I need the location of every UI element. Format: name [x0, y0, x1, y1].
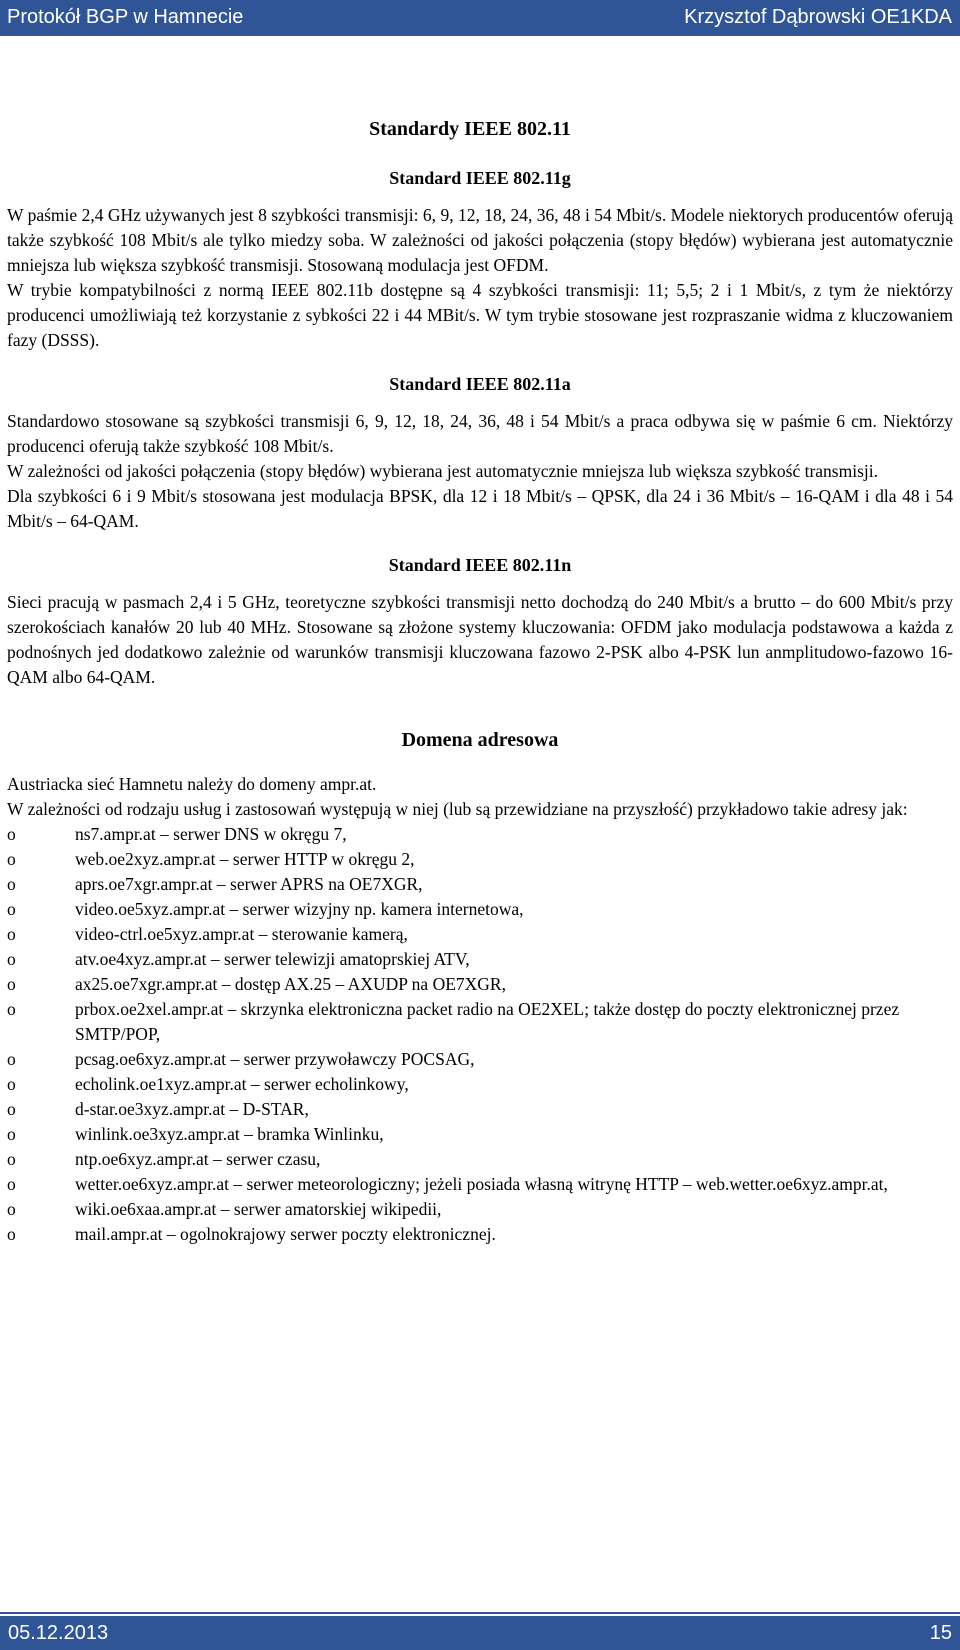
bullet-icon: o — [7, 999, 16, 1019]
page-number: 15 — [929, 1621, 952, 1644]
list-item — [7, 997, 953, 1047]
section-title-standards: Standardy IEEE 802.11 — [369, 118, 571, 140]
list-item-text: wetter.oe6xyz.ampr.at – serwer meteorologiczny; jeżeli posiada własną witrynę HTTP – web.wetter.oe6xyz.ampr.at, — [75, 1174, 888, 1194]
paragraph-80211g-1: W paśmie 2,4 GHz używanych jest 8 szybkości transmisji: 6, 9, 12, 18, 24, 36, 48 i 54 Mbit/s. Modele niektorych producentów oferują także szybkość 108 Mbit/s ale tylko miedzy soba. W zależności od jakości połączenia (stopy błędów) wybierana jest automatycznie mniejsza lub większa szybkość transmisji. Stosowaną modulacja jest OFDM. — [7, 205, 953, 275]
paragraph-domain-1: Austriacka sieć Hamnetu należy do domeny ampr.at. — [7, 774, 377, 794]
list-item — [7, 1147, 953, 1172]
list-item — [7, 1197, 953, 1222]
list-item — [7, 1172, 953, 1197]
header-title: Protokół BGP w Hamnecie — [7, 5, 244, 28]
footer-divider — [0, 1612, 960, 1614]
list-item-text: wiki.oe6xaa.ampr.at – serwer amatorskiej wikipedii, — [75, 1199, 442, 1219]
paragraph-80211a-3: Dla szybkości 6 i 9 Mbit/s stosowana jest modulacja BPSK, dla 12 i 18 Mbit/s – QPSK, dla 24 i 36 Mbit/s – 16-QAM i dla 48 i 54 Mbit/s – 64-QAM. — [7, 486, 953, 531]
bullet-icon: o — [7, 824, 16, 844]
section-title-domain: Domena adresowa — [401, 729, 559, 751]
paragraph-80211a-2: W zależności od jakości połączenia (stopy błędów) wybierana jest automatycznie mniejsza lub większa szybkość transmisji. — [7, 461, 878, 481]
list-item-text: ntp.oe6xyz.ampr.at – serwer czasu, — [75, 1149, 321, 1169]
list-item-text: prbox.oe2xel.ampr.at – skrzynka elektroniczna packet radio na OE2XEL; także dostęp do poczty elektronicznej przez SMTP/POP, — [75, 999, 900, 1044]
bullet-icon: o — [7, 874, 16, 894]
paragraph-80211g-2: W trybie kompatybilności z normą IEEE 802.11b dostępne są 4 szybkości transmisji: 11; 5,5; 2 i 1 Mbit/s, z tym że niektórzy producenci umożliwiają też korzystanie z sybkości 22 i 44 MBit/s. W tym trybie stosowane jest rozpraszanie widma z kluczowaniem fazy (DSSS). — [7, 280, 953, 350]
list-item — [7, 972, 953, 997]
subsection-title-80211n: Standard IEEE 802.11n — [388, 555, 572, 575]
bullet-icon: o — [7, 974, 16, 994]
subsection-title-80211a: Standard IEEE 802.11a — [389, 374, 571, 394]
list-item-text: mail.ampr.at – ogolnokrajowy serwer poczty elektronicznej. — [75, 1224, 496, 1244]
document-body — [7, 115, 953, 1247]
bullet-icon: o — [7, 1049, 16, 1069]
bullet-icon: o — [7, 949, 16, 969]
bullet-icon: o — [7, 1149, 16, 1169]
list-item-text: video-ctrl.oe5xyz.ampr.at – sterowanie kamerą, — [75, 924, 408, 944]
bullet-icon: o — [7, 1099, 16, 1119]
list-item — [7, 1122, 953, 1147]
list-item-text: atv.oe4xyz.ampr.at – serwer telewizji amatoprskiej ATV, — [75, 949, 470, 969]
paragraph-domain-2: W zależności od rodzaju usług i zastosowań występują w niej (lub są przewidziane na przyszłość) przykładowo takie adresy jak: — [7, 799, 908, 819]
bullet-icon: o — [7, 1124, 16, 1144]
list-item-text: ax25.oe7xgr.ampr.at – dostęp AX.25 – AXUDP na OE7XGR, — [75, 974, 506, 994]
paragraph-80211a-1: Standardowo stosowane są szybkości transmisji 6, 9, 12, 18, 24, 36, 48 i 54 Mbit/s a praca odbywa się w paśmie 6 cm. Niektórzy producenci oferują także szybkość 108 Mbit/s. — [7, 411, 953, 456]
footer-date: 05.12.2013 — [8, 1621, 109, 1644]
header-author: Krzysztof Dąbrowski OE1KDA — [684, 5, 952, 28]
list-item-text: winlink.oe3xyz.ampr.at – bramka Winlinku, — [75, 1124, 384, 1144]
list-item — [7, 947, 953, 972]
list-item — [7, 847, 953, 872]
header-divider — [0, 34, 960, 36]
list-item — [7, 922, 953, 947]
list-item-text: echolink.oe1xyz.ampr.at – serwer echolinkowy, — [75, 1074, 409, 1094]
list-item-text: aprs.oe7xgr.ampr.at – serwer APRS na OE7XGR, — [75, 874, 423, 894]
list-item-text: d-star.oe3xyz.ampr.at – D-STAR, — [75, 1099, 309, 1119]
list-item-text: web.oe2xyz.ampr.at – serwer HTTP w okręgu 2, — [75, 849, 415, 869]
paragraph-80211n-1: Sieci pracują w pasmach 2,4 i 5 GHz, teoretyczne szybkości transmisji netto dochodzą do 240 Mbit/s a brutto – do 600 Mbit/s przy szerokościach kanałów 20 lub 40 MHz. Stosowane są złożone systemy kluczowania: OFDM jako modulacja podstawowa a każda z podnośnych jed dodatkowo zależnie od warunków transmisji kluczowana fazowo 2-PSK albo 4-PSK lun anmplitudowo-fazowo 16-QAM albo 64-QAM. — [7, 592, 953, 687]
list-item-text: pcsag.oe6xyz.ampr.at – serwer przywoławczy POCSAG, — [75, 1049, 475, 1069]
list-item — [7, 1047, 953, 1072]
page-header — [0, 0, 960, 34]
bullet-icon: o — [7, 1074, 16, 1094]
subsection-title-80211g: Standard IEEE 802.11g — [389, 168, 571, 188]
list-item-text: video.oe5xyz.ampr.at – serwer wizyjny np. kamera internetowa, — [75, 899, 524, 919]
bullet-icon: o — [7, 899, 16, 919]
page-footer — [0, 1616, 960, 1650]
list-item — [7, 1222, 953, 1247]
bullet-icon: o — [7, 1199, 16, 1219]
bullet-icon: o — [7, 1224, 16, 1244]
bullet-icon: o — [7, 849, 16, 869]
list-item — [7, 1097, 953, 1122]
address-list — [7, 822, 953, 1247]
list-item — [7, 822, 953, 847]
list-item — [7, 1072, 953, 1097]
list-item — [7, 872, 953, 897]
list-item-text: ns7.ampr.at – serwer DNS w okręgu 7, — [75, 824, 347, 844]
bullet-icon: o — [7, 1174, 16, 1194]
bullet-icon: o — [7, 924, 16, 944]
list-item — [7, 897, 953, 922]
